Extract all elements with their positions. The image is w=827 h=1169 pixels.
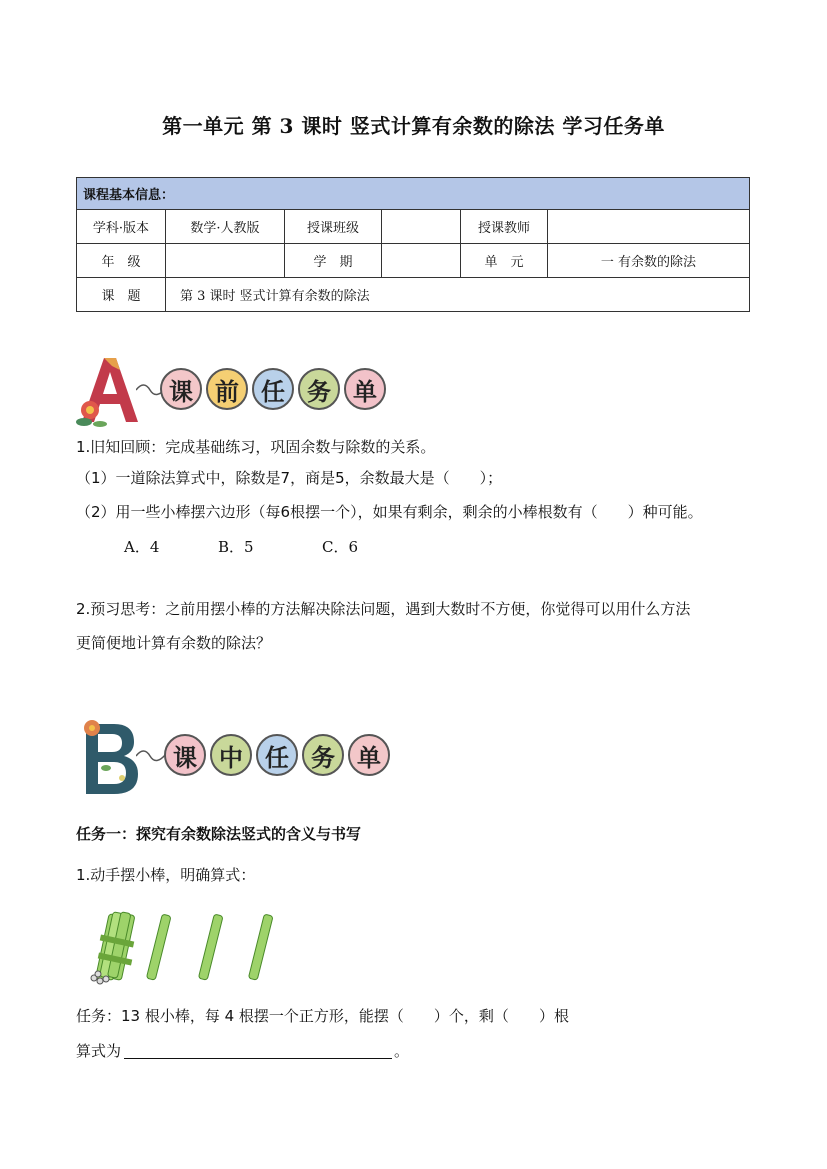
bubble-4: 务 — [298, 368, 340, 410]
bubble-3: 任 — [252, 368, 294, 410]
formula-answer-line[interactable] — [124, 1058, 392, 1059]
bubble-1: 课 — [164, 734, 206, 776]
page-title: 第一单元 第 3 课时 竖式计算有余数的除法 学习任务单 — [162, 114, 665, 138]
bubble-2: 前 — [206, 368, 248, 410]
step-1: 1.动手摆小棒，明确算式： — [76, 866, 256, 884]
task-1-title: 任务一：探究有余数除法竖式的含义与书写 — [76, 825, 362, 843]
option-c: C．6 — [322, 538, 359, 556]
single-stick-icon — [198, 914, 223, 980]
cell-unit-value: 一 有余数的除法 — [548, 244, 750, 278]
course-info-table — [76, 177, 750, 312]
in-class-banner — [76, 718, 406, 798]
question-2-line1: 2.预习思考：之前用摆小棒的方法解决除法问题，遇到大数时不方便，你觉得可以用什么方法 — [76, 600, 691, 618]
cell-teacher-label: 授课教师 — [461, 210, 548, 244]
pre-class-banner — [76, 352, 406, 432]
question-1: 1.旧知回顾：完成基础练习，巩固余数与除数的关系。 — [76, 438, 436, 456]
table-header: 课程基本信息： — [77, 178, 750, 210]
cell-term-label: 学 期 — [285, 244, 382, 278]
formula-end: 。 — [394, 1042, 410, 1060]
bubble-5: 单 — [344, 368, 386, 410]
task-description: 任务：13 根小棒，每 4 根摆一个正方形，能摆（ ）个，剩（ ）根 — [76, 1007, 569, 1025]
question-1-1: （1）一道除法算式中，除数是7，商是5，余数最大是（ ）； — [76, 469, 503, 487]
cell-subject-label: 学科·版本 — [77, 210, 166, 244]
bubble-5: 单 — [348, 734, 390, 776]
cell-grade-label: 年 级 — [77, 244, 166, 278]
cell-class-value — [382, 210, 461, 244]
option-a: A．4 — [124, 538, 160, 556]
bubble-4: 务 — [302, 734, 344, 776]
bubble-2: 中 — [210, 734, 252, 776]
stick-bundle-icon — [91, 912, 135, 984]
single-stick-icon — [248, 914, 273, 980]
option-b: B．5 — [218, 538, 254, 556]
bubble-3: 任 — [256, 734, 298, 776]
question-2-line2: 更简便地计算有余数的除法？ — [76, 634, 272, 652]
cell-topic-value: 第 3 课时 竖式计算有余数的除法 — [166, 278, 750, 312]
cell-topic-label: 课 题 — [77, 278, 166, 312]
cell-teacher-value — [548, 210, 750, 244]
cell-unit-label: 单 元 — [461, 244, 548, 278]
cell-term-value — [382, 244, 461, 278]
string-icon — [136, 744, 166, 764]
cell-grade-value — [166, 244, 285, 278]
cell-subject-value: 数学·人教版 — [166, 210, 285, 244]
sticks-illustration — [80, 908, 280, 988]
formula-label: 算式为 — [76, 1042, 122, 1060]
bubble-1: 课 — [160, 368, 202, 410]
cell-class-label: 授课班级 — [285, 210, 382, 244]
question-1-2: （2）用一些小棒摆六边形（每6根摆一个），如果有剩余，剩余的小棒根数有（ ）种可能。 — [76, 503, 703, 521]
single-stick-icon — [146, 914, 171, 980]
